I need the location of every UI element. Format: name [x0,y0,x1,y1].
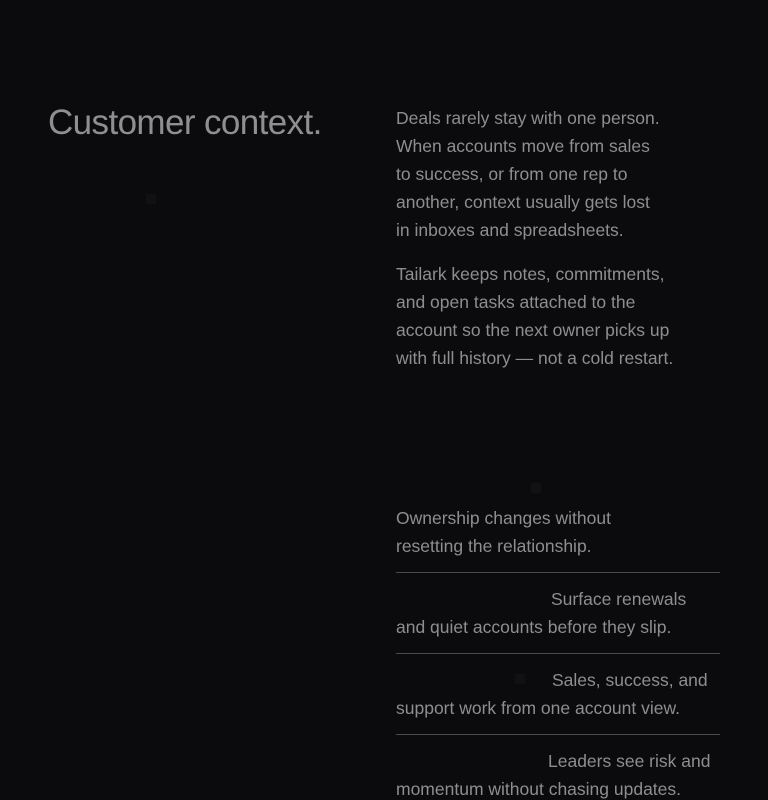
intro-section-2 [396,260,726,372]
feature-text: Leaders see risk and [548,751,711,771]
feature-text: Ownership changes without [396,508,611,528]
divider [396,653,720,654]
divider [396,734,720,735]
feature-text: Sales, success, and [552,670,708,690]
feature-item [396,504,720,560]
decorative-mark [531,483,541,493]
feature-text: Surface renewals [551,589,687,609]
feature-text: momentum without chasing updates. [396,779,682,799]
feature-text: and quiet accounts before they slip. [396,617,672,637]
intro-section [396,104,726,244]
feature-item [396,666,720,722]
divider [396,572,720,573]
feature-text: support work from one account view. [396,698,681,718]
feature-item [396,585,720,641]
intro-paragraph: Tailark keeps notes, commitments, and open tasks attached to the account so the next owner picks up with full history — not a cold restart. [396,264,674,368]
intro-paragraph: Deals rarely stay with one person. When accounts move from sales to success, or from one rep to another, context usually gets lost in inboxes and spreadsheets. [396,108,660,240]
feature-text: resetting the relationship. [396,536,592,556]
page-title: Customer context. [48,103,322,142]
decorative-mark [146,194,156,204]
feature-item [396,747,720,800]
